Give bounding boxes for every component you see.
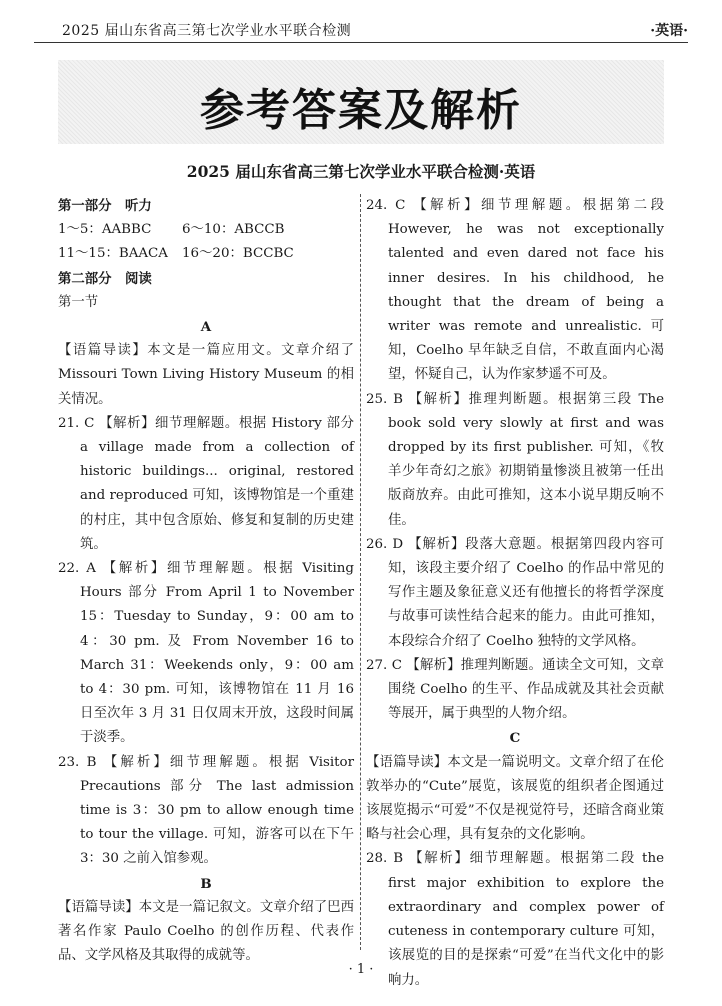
answer-1-5: 1～5：AABBC	[58, 222, 152, 238]
column-divider	[360, 194, 361, 950]
banner-title: 参考答案及解析	[200, 85, 522, 136]
answer-28: 28. B 【解析】细节理解题。根据第二段 the first major exhibition to explore the extraordinary and complex power of cuteness in contemporary culture 可知，该展览的目的是探索“可爱”在当代文化中的影响力。	[366, 851, 664, 988]
answer-23: 23. B 【解析】细节理解题。根据 Visitor Precautions 部分 The last admission time is 3：30 pm to allow enough time to tour the village. 可知，游客可以在下午 3：30 之前入馆参观。	[58, 754, 354, 867]
answer-6-10: 6～10：ABCCB	[182, 222, 285, 238]
passage-c-label: C	[509, 730, 521, 747]
answer-25: 25. B 【解析】推理判断题。根据第三段 The book sold very slowly at first and was dropped by its first publisher. 可知，《牧羊少年奇幻之旅》初期销量惨淡且被第一任出版商放弃。由此可推知，这本小说早期反响不佳。	[366, 391, 664, 528]
right-column	[366, 194, 664, 993]
answer-24: 24. C 【解析】细节理解题。根据第二段 However, he was not exceptionally talented and even dared not face his inner desires. In his childhood, he thought that the dream of being a writer was remote and unrealistic. 可知，Coelho 早年缺乏自信，不敢直面内心渴望，怀疑自己，认为作家梦遥不可及。	[366, 198, 664, 383]
answer-27: 27. C 【解析】推理判断题。通读全文可知，文章围绕 Coelho 的生平、作品成就及其社会贡献等展开，属于典型的人物介绍。	[366, 657, 664, 722]
header-exam-name: 2025 届山东省高三第七次学业水平联合检测	[62, 23, 352, 39]
answer-row-2	[58, 242, 354, 266]
part1-heading: 第一部分 听力	[58, 198, 152, 214]
answer-16-20: 16～20：BCCBC	[182, 246, 294, 262]
left-column	[58, 194, 354, 969]
document-title: 2025 届山东省高三第七次学业水平联合检测·英语	[186, 162, 536, 181]
header-subject: ·英语·	[650, 23, 688, 39]
guide-c: 【语篇导读】本文是一篇说明文。文章介绍了在伦敦举办的“Cute”展览，该展览的组织者企图通过该展览揭示“可爱”不仅是视觉符号，还暗含商业策略与社会心理，具有复杂的文化影响。	[366, 754, 664, 843]
answer-row-1	[58, 218, 354, 242]
page-header	[34, 18, 688, 43]
answer-22: 22. A 【解析】细节理解题。根据 Visiting Hours 部分 From April 1 to November 15：Tuesday to Sunday，9：00 am to 4：30 pm. 及 From November 16 to March 31：Weekends only，9：00 am to 4：30 pm. 可知，该博物馆在 11 月 16 日至次年 3 月 31 日仅周末开放，这段时间属于淡季。	[58, 561, 354, 746]
title-banner	[58, 60, 664, 144]
answer-11-15: 11～15：BAACA	[58, 246, 168, 262]
part2-heading: 第二部分 阅读	[58, 270, 152, 287]
page-number: · 1 ·	[348, 962, 374, 977]
section1-heading: 第一节	[58, 294, 99, 310]
passage-b-label: B	[200, 875, 212, 892]
guide-b: 【语篇导读】本文是一篇记叙文。文章介绍了巴西著名作家 Paulo Coelho 的创作历程、代表作品、文学风格及其取得的成就等。	[58, 899, 354, 964]
answer-26: 26. D 【解析】段落大意题。根据第四段内容可知，该段主要介绍了 Coelho 的作品中常见的写作主题及象征意义还有他擅长的将哲学深度与故事可读性结合起来的能力。由此可推知，本段综合介绍了 Coelho 独特的文学风格。	[366, 536, 664, 649]
guide-a: 【语篇导读】本文是一篇应用文。文章介绍了 Missouri Town Living History Museum 的相关情况。	[58, 343, 354, 407]
answer-21: 21. C 【解析】细节理解题。根据 History 部分 a village made from a collection of historic buildings... original, restored and reproduced 可知，该博物馆是一个重建的村庄，其中包含原始、修复和复制的历史建筑。	[58, 415, 354, 552]
passage-a-label: A	[200, 319, 212, 336]
